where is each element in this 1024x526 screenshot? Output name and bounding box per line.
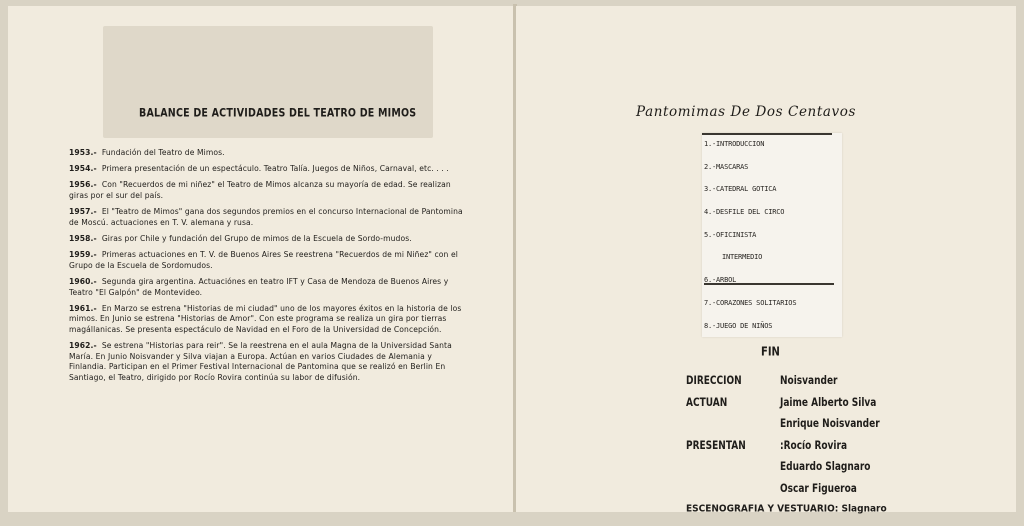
credits	[686, 375, 986, 526]
list-item: 1957.- El "Teatro de Mimos" gana dos segundos premios en el concurso Internacional de Pantomina de Moscú. actuaciones en T. V. alemana y rusa.	[69, 207, 463, 227]
list-item: 6.-ARBOL	[704, 276, 737, 285]
list-item: 5.-OFICINISTA	[704, 230, 757, 239]
list-item: 7.-CORAZONES SOLITARIOS	[704, 298, 797, 307]
fin-label: FIN	[761, 345, 780, 360]
credit-row: Oscar Figueroa	[780, 482, 857, 495]
list-item: 3.-CATEDRAL GOTICA	[704, 185, 777, 194]
card-rule	[702, 133, 832, 135]
list-item: 1.-INTRODUCCION	[704, 140, 765, 148]
credit-row: PRESENTAN :Rocío Rovira	[686, 439, 848, 452]
show-title: Pantomimas De Dos Centavos	[636, 104, 857, 120]
activities-list	[69, 148, 469, 389]
list-item: 1961.- En Marzo se estrena "Historias de mi ciudad" uno de los mayores éxitos en la historia de los mimos. En Junio se estrena "Historias de Amor". Con este programa se realiza un gira por tierras magállanicas. Se presenta espectáculo de Navidad en el Foro de la Universidad de Concepción.	[69, 303, 462, 334]
list-item: 2.-MASCARAS	[704, 162, 749, 171]
list-item: 1958.- Giras por Chile y fundación del Grupo de mimos de la Escuela de Sordo-mudos.	[69, 233, 412, 243]
credit-row: ESCENOGRAFIA Y VESTUARIO: Slagnaro	[686, 504, 887, 515]
list-item: 1954.- Primera presentación de un espectáculo. Teatro Talía. Juegos de Niños, Carnaval, etc. . . .	[69, 164, 449, 174]
list-item: 1960.- Segunda gira argentina. Actuaciónes en teatro IFT y Casa de Mendoza de Buenos Aires y Teatro "El Galpón" de Montevideo.	[69, 276, 449, 297]
credit-row: Eduardo Slagnaro	[780, 461, 871, 474]
credit-row: ACTUAN Jaime Alberto Silva	[686, 396, 877, 409]
activities-heading: BALANCE DE ACTIVIDADES DEL TEATRO DE MIMOS	[139, 106, 417, 121]
list-item: INTERMEDIO	[722, 253, 763, 262]
bleed-through-photo	[103, 26, 433, 138]
credit-row: Enrique Noisvander	[780, 418, 880, 431]
list-item: 1953.- Fundación del Teatro de Mimos.	[69, 148, 225, 157]
list-item: 1959.- Primeras actuaciones en T. V. de Buenos Aires Se reestrena "Recuerdos de mi Niñez" con el Grupo de la Escuela de Sordomudos.	[69, 250, 458, 270]
list-item: 1962.- Se estrena "Historias para reir". Se la reestrena en el aula Magna de la Universidad Santa María. En Junio Noisvander y Silva viajan a Europa. Actúan en varios Ciudades de Alemania y Finlandia. Participan en el Primer Festival Internacional de Pantomina que se realizó en Berlin En Santiago, el Teatro, dirigido por Rocío Rovira continúa su labor de difusión.	[69, 341, 452, 382]
program-list	[704, 137, 854, 341]
credit-row: DIRECCION Noisvander	[686, 375, 838, 388]
list-item: 1956.- Con "Recuerdos de mi niñez" el Teatro de Mimos alcanza su mayoría de edad. Se realizan giras por el sur del país.	[69, 180, 451, 200]
list-item: 8.-JUEGO DE NIÑOS	[704, 321, 773, 330]
list-item: 4.-DESFILE DEL CIRCO	[704, 208, 785, 217]
